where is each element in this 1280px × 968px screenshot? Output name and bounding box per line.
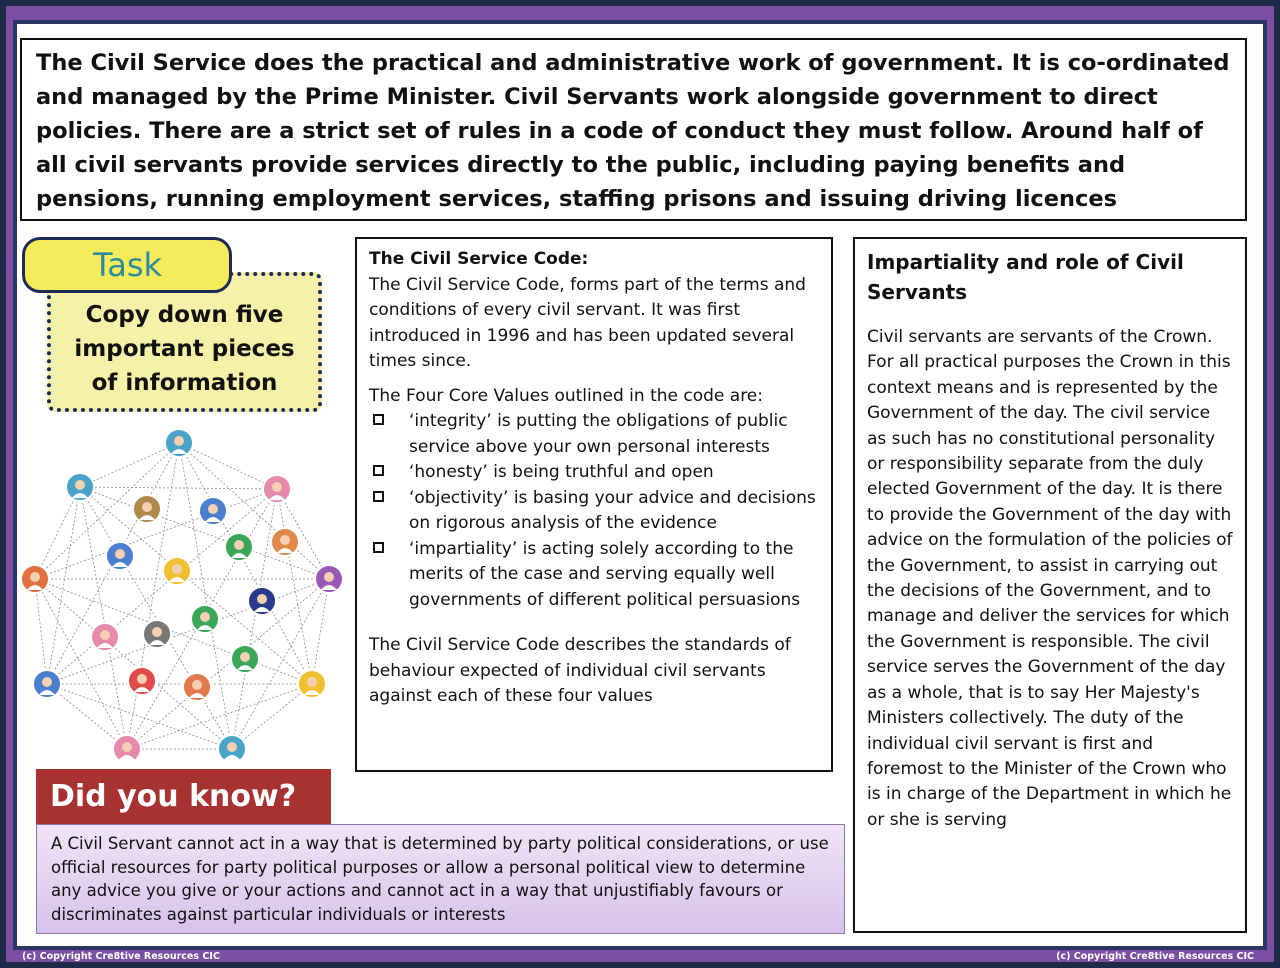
person-avatar-icon xyxy=(143,620,171,648)
network-link xyxy=(127,443,179,749)
network-link xyxy=(127,684,312,749)
network-link xyxy=(277,489,312,684)
core-value-item: ‘integrity’ is putting the obligations of public service above your own personal interests xyxy=(369,409,819,460)
network-link xyxy=(312,579,329,684)
network-link xyxy=(47,579,329,684)
core-value-item: ‘objectivity’ is basing your advice and decisions on rigorous analysis of the evidence xyxy=(369,486,819,537)
person-avatar-icon xyxy=(128,667,156,695)
person-avatar-icon xyxy=(113,735,141,759)
impartiality-body: Civil servants are servants of the Crown. For all practical purposes the Crown in this context means and is represented by the Government of the day. The civil service as such has no constitutional personality or responsibility separate from the duly elected Government of the day. It is there to provide the Government of the day with advice on the formulation of the policies of the Government, to assist in carrying out the decisions of the Government, and to manage and deliver the services for which the Government is responsible. The civil service serves the Government of the day as a whole, that is to say Her Majesty's Ministers collectively. The duty of the individual civil servant is first and foremost to the Minister of the Crown who is in charge of the Department in which he or she is serving xyxy=(867,327,1233,830)
person-avatar-icon xyxy=(231,645,259,673)
person-avatar-icon xyxy=(163,557,191,585)
network-link xyxy=(80,487,312,684)
person-avatar-icon xyxy=(298,670,326,698)
person-avatar-icon xyxy=(218,735,246,759)
person-avatar-icon xyxy=(263,475,291,503)
person-avatar-icon xyxy=(271,528,299,556)
people-network-illustration xyxy=(17,419,347,759)
network-link xyxy=(80,487,277,489)
person-avatar-icon xyxy=(91,623,119,651)
impartiality-box xyxy=(853,237,1247,933)
network-link xyxy=(47,684,127,749)
person-avatar-icon xyxy=(165,429,193,457)
intro-text: The Civil Service does the practical and administrative work of government. It is co-ordinated and managed by the Prime Minister. Civil Servants work alongside government to direct policies. There are a strict set of rules in a code of conduct they must follow. Around half of all civil servants provide services directly to the public, including paying benefits and pensions, running employment services, staffing prisons and issuing driving licences xyxy=(36,50,1230,212)
person-avatar-icon xyxy=(21,565,49,593)
core-values-list xyxy=(369,409,819,613)
code-values-intro: The Four Core Values outlined in the code are: xyxy=(369,385,763,406)
copyright-left: (c) Copyright Cre8tive Resources CIC xyxy=(22,951,220,962)
person-avatar-icon xyxy=(315,565,343,593)
network-link xyxy=(127,579,329,749)
core-value-item: ‘honesty’ is being truthful and open xyxy=(369,460,819,486)
network-link xyxy=(35,579,127,749)
person-avatar-icon xyxy=(33,670,61,698)
task-instruction: Copy down five important pieces of information xyxy=(74,302,295,396)
task-box xyxy=(47,272,322,412)
task-label: Task xyxy=(22,237,232,293)
person-avatar-icon xyxy=(199,497,227,525)
network-link xyxy=(179,443,277,489)
person-avatar-icon xyxy=(133,495,161,523)
intro-box xyxy=(20,38,1247,221)
code-paragraph-2: The Civil Service Code describes the standards of behaviour expected of individual civil servants against each of these four values xyxy=(369,635,791,706)
did-you-know-box xyxy=(36,824,845,934)
checkbox-icon xyxy=(373,542,384,553)
person-avatar-icon xyxy=(191,605,219,633)
did-you-know-text: A Civil Servant cannot act in a way that is determined by party political considerations, or use official resources for party political purposes or allow a personal political view to determine any advice you give or your actions and cannot act in a way that unjustifiably favours or discriminates against particular individuals or interests xyxy=(51,834,829,924)
core-value-item: ‘impartiality’ is acting solely according to the merits of the case and serving equally well governments of different political persuasions xyxy=(369,537,819,614)
impartiality-heading: Impartiality and role of Civil Servants xyxy=(867,250,1184,304)
civil-service-code-box xyxy=(355,237,833,772)
network-link xyxy=(80,487,127,749)
network-link xyxy=(232,684,312,749)
network-link xyxy=(35,579,47,684)
person-avatar-icon xyxy=(225,533,253,561)
person-avatar-icon xyxy=(66,473,94,501)
network-link xyxy=(80,443,179,487)
slide xyxy=(17,24,1263,946)
person-avatar-icon xyxy=(248,587,276,615)
checkbox-icon xyxy=(373,465,384,476)
did-you-know-heading: Did you know? xyxy=(36,769,331,825)
checkbox-icon xyxy=(373,491,384,502)
code-heading: The Civil Service Code: xyxy=(369,249,589,269)
person-avatar-icon xyxy=(106,542,134,570)
copyright-right: (c) Copyright Cre8tive Resources CIC xyxy=(1056,951,1254,962)
code-paragraph-1: The Civil Service Code, forms part of the terms and conditions of every civil servant. It was first introduced in 1996 and has been updated several times since. xyxy=(369,274,806,371)
checkbox-icon xyxy=(373,414,384,425)
person-avatar-icon xyxy=(183,673,211,701)
